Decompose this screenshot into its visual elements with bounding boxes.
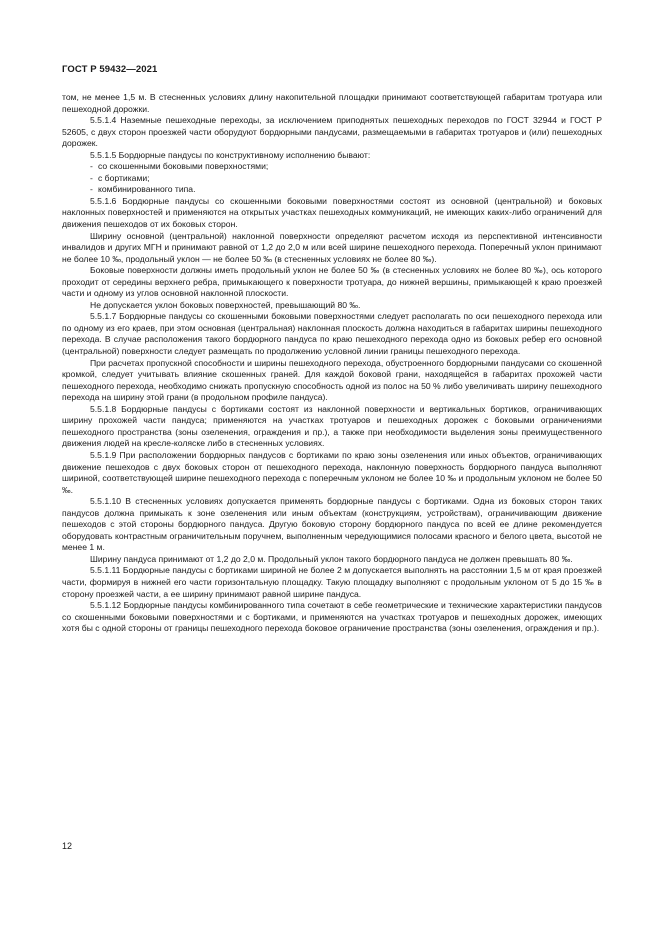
paragraph: 5.5.1.6 Бордюрные пандусы со скошенными боковыми поверхностями состоят из основной (центральной) и боковых наклонных поверхностей и применяются на открытых участках пешеходных коммуникаций, не имеющих каких-либо ограничений для движения пешеходов от их боковых сторон. xyxy=(62,195,602,230)
paragraph: 5.5.1.9 При расположении бордюрных пандусов с бортиками по краю зоны озеленения или иных объектов, ограничивающих движение пешеходов с двух боковых сторон от пешеходного перехода, наклонную поверхность бордюрного пандуса выполняют шириной, соответствующей ширине пешеходного перехода с поперечным уклоном не более 10 ‰ и продольным уклоном не более 50 ‰. xyxy=(62,449,602,495)
document-body xyxy=(62,92,602,635)
list-item-text: комбинированного типа. xyxy=(98,184,196,195)
paragraph: 5.5.1.10 В стесненных условиях допускается применять бордюрные пандусы с бортиками. Одна из боковых сторон таких пандусов должна примыкать к зоне озеленения или иным объектам (конструкциям, устройствам), ограничивающим движение пешеходов с этой стороны бордюрного пандуса. Другую боковую сторону бордюрного пандуса по всей ее длине рекомендуется оборудовать контрастным ограничительным поручнем, выполненным чередующимися полосами красного и белого цвета, высотой не менее 1 м. xyxy=(62,496,602,553)
list-item xyxy=(62,161,602,173)
list-item-text: со скошенными боковыми поверхностями; xyxy=(98,161,269,172)
paragraph: 5.5.1.12 Бордюрные пандусы комбинированного типа сочетают в себе геометрические и технические характеристики пандусов со скошенными боковыми поверхностями и с бортиками, и применяются на участках тротуаров и пешеходных дорожек, имеющих хотя бы с одной стороны от границы пешеходного перехода боковое ограничение пространства (зоны озеленения, ограждения и пр.). xyxy=(62,600,602,634)
paragraph: Ширину пандуса принимают от 1,2 до 2,0 м. Продольный уклон такого бордюрного пандуса не должен превышать 80 ‰. xyxy=(90,553,573,564)
list-dash: - xyxy=(90,161,93,172)
list-dash: - xyxy=(90,172,93,183)
paragraph: Не допускается уклон боковых поверхностей, превышающий 80 ‰. xyxy=(90,299,361,310)
paragraph: Боковые поверхности должны иметь продольный уклон не более 50 ‰ (в стесненных условиях не более 80 ‰), ось которого проходит от середины верхнего ребра, примыкающего к поверхности тротуара, до нижней вершины, примыкающей к краю проезжей части и одному из углов основной наклонной плоскости. xyxy=(62,265,602,299)
list-dash: - xyxy=(90,184,93,195)
paragraph: том, не менее 1,5 м. В стесненных условиях длину накопительной площадки принимают соответствующей габаритам тротуара или пешеходной дорожки. xyxy=(62,92,602,114)
page-number: 12 xyxy=(62,841,73,851)
paragraph: 5.5.1.5 Бордюрные пандусы по конструктивному исполнению бывают: xyxy=(90,149,371,160)
list-item xyxy=(62,184,602,196)
paragraph: При расчетах пропускной способности и ширины пешеходного перехода, обустроенного бордюрными пандусами со скошенной кромкой, следует учитывать влияние скошенных граней. Для каждой боковой грани, находящейся в габаритах прохожей части пешеходного перехода, необходимо снижать пропускную способность одной из полос на 50 % либо увеличивать ширину пешеходного перехода на ширину этой грани (в продольном профиле пандуса). xyxy=(62,357,602,403)
list-item xyxy=(62,173,602,185)
paragraph: Ширину основной (центральной) наклонной поверхности определяют расчетом исходя из перспективной интенсивности инвалидов и других МГН и принимают равной от 1,2 до 2,0 м или всей ширине пешеходного перехода. Поперечный уклон принимают не более 10 ‰, продольный уклон — не более 50 ‰ (в стесненных условиях не более 80 ‰). xyxy=(62,230,602,264)
paragraph: 5.5.1.7 Бордюрные пандусы со скошенными боковыми поверхностями следует располагать по оси пешеходного перехода или по одному из его краев, при этом основная (центральная) наклонная плоскость должна находиться в габаритах ширины пешеходного перехода. В случае расположения такого бордюрного пандуса по краю пешеходного перехода одно из боковых ребер его основной (центральной) поверхности следует размещать по продолжению условной линии границы пешеходного перехода. xyxy=(62,311,602,357)
list-item-text: с бортиками; xyxy=(98,172,150,183)
paragraph: 5.5.1.4 Наземные пешеходные переходы, за исключением приподнятых пешеходных переходов по ГОСТ 32944 и ГОСТ Р 52605, с двух сторон проезжей части оборудуют бордюрными пандусами, размещаемыми в габаритах тротуаров и (или) пешеходных дорожек. xyxy=(62,115,602,149)
document-header: ГОСТ Р 59432—2021 xyxy=(62,64,158,75)
paragraph: 5.5.1.11 Бордюрные пандусы с бортиками шириной не более 2 м допускается выполнять на расстоянии 1,5 м от края проезжей части, формируя в нижней его части горизонтальную площадку. Такую площадку выполняют с продольным уклоном от 5 до 15 ‰ в сторону проезжей части, а ее ширину принимают равной ширине пандуса. xyxy=(62,565,602,599)
paragraph: 5.5.1.8 Бордюрные пандусы с бортиками состоят из наклонной поверхности и вертикальных бортиков, ограничивающих ширину прохожей части пандуса; применяются на участках тротуаров и пешеходных дорожек с боковыми ограничениями пешеходного пространства (зоны озеленения, ограждения и пр.), а также при необходимости выделения зоны преимущественного движения людей на кресле-коляске либо в стесненных условиях. xyxy=(62,403,602,449)
